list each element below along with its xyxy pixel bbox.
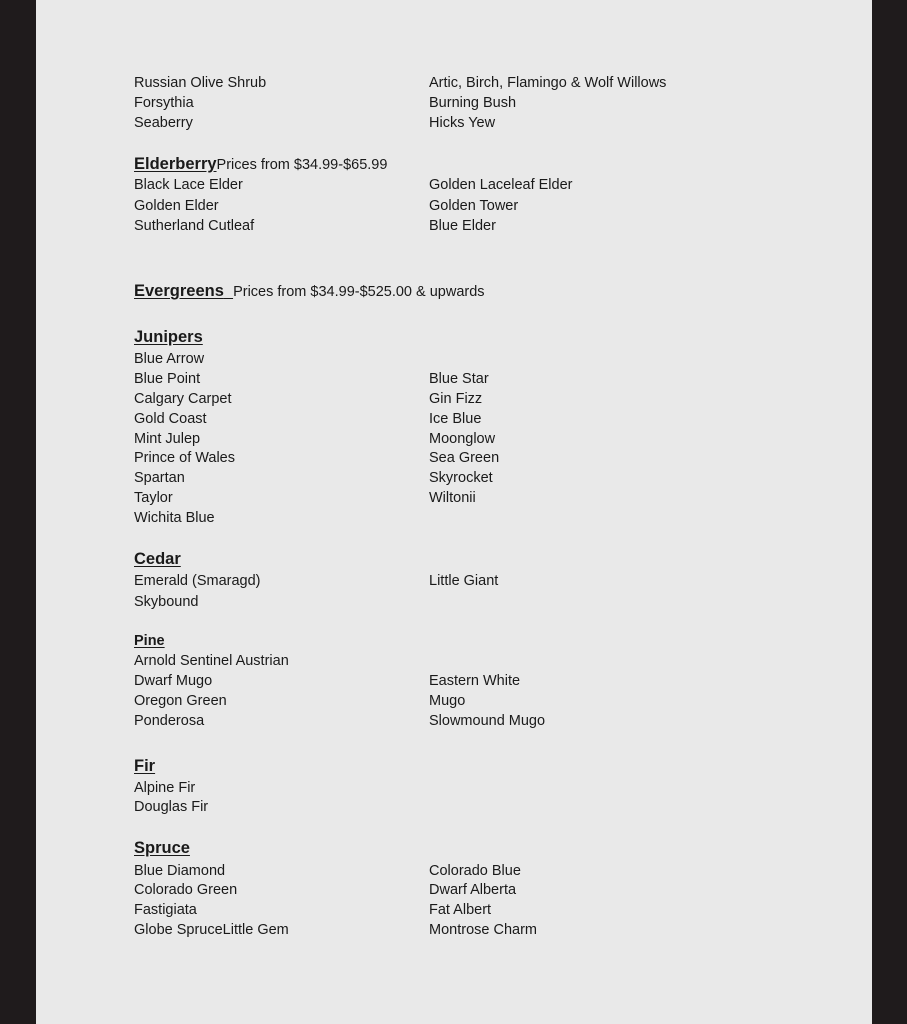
- list-item: Emerald (Smaragd): [134, 573, 261, 589]
- list-item: Calgary Carpet: [134, 391, 232, 407]
- section-heading: Fir: [134, 757, 156, 775]
- list-item: Moonglow: [429, 431, 496, 447]
- list-item: Montrose Charm: [429, 922, 537, 938]
- list-item: Forsythia: [134, 95, 194, 111]
- list-item: Golden Tower: [429, 198, 519, 214]
- section-heading: Elderberry: [134, 155, 217, 173]
- list-item: Wichita Blue: [134, 510, 215, 526]
- list-item: Artic, Birch, Flamingo & Wolf Willows: [429, 75, 667, 91]
- list-item: Fat Albert: [429, 902, 492, 918]
- list-item: Arnold Sentinel Austrian: [134, 653, 289, 669]
- list-item: Golden Elder: [134, 198, 219, 214]
- section-heading: Junipers: [134, 328, 203, 346]
- list-item: Alpine Fir: [134, 780, 196, 796]
- section-heading: Pine: [134, 633, 165, 649]
- list-item: Blue Star: [429, 371, 489, 387]
- list-item: Gin Fizz: [429, 391, 483, 407]
- list-item: Spartan: [134, 470, 185, 486]
- list-item: Little Giant: [429, 573, 499, 589]
- list-item: Colorado Blue: [429, 863, 521, 879]
- list-item: Ponderosa: [134, 713, 205, 729]
- list-item: Blue Point: [134, 371, 201, 387]
- list-item: Eastern White: [429, 673, 521, 689]
- list-item: Russian Olive Shrub: [134, 75, 267, 91]
- list-item: Hicks Yew: [429, 115, 496, 131]
- list-item: Seaberry: [134, 115, 193, 131]
- section-elderberry-header: [134, 155, 387, 174]
- list-item: Fastigiata: [134, 902, 197, 918]
- list-item: Dwarf Alberta: [429, 882, 517, 898]
- list-item: Globe SpruceLittle Gem: [134, 922, 289, 938]
- list-item: Blue Diamond: [134, 863, 226, 879]
- list-item: Skyrocket: [429, 470, 493, 486]
- list-item: Colorado Green: [134, 882, 238, 898]
- list-item: Blue Arrow: [134, 351, 205, 367]
- document-page: [36, 0, 872, 1024]
- section-heading: Evergreens: [134, 282, 224, 300]
- price-range: Prices from $34.99-$525.00 & upwards: [233, 284, 485, 300]
- price-range: Prices from $34.99-$65.99: [216, 157, 388, 173]
- list-item: Prince of Wales: [134, 450, 235, 466]
- list-item: Gold Coast: [134, 411, 207, 427]
- section-heading: Cedar: [134, 550, 181, 568]
- list-item: Golden Laceleaf Elder: [429, 177, 573, 193]
- list-item: Sea Green: [429, 450, 500, 466]
- list-item: Ice Blue: [429, 411, 482, 427]
- list-item: Mint Julep: [134, 431, 201, 447]
- section-evergreens-header: [134, 282, 485, 301]
- list-item: Slowmound Mugo: [429, 713, 546, 729]
- list-item: Dwarf Mugo: [134, 673, 213, 689]
- list-item: Taylor: [134, 490, 173, 506]
- list-item: Black Lace Elder: [134, 177, 243, 193]
- list-item: Douglas Fir: [134, 799, 209, 815]
- list-item: Mugo: [429, 693, 466, 709]
- list-item: Oregon Green: [134, 693, 227, 709]
- list-item: Skybound: [134, 594, 199, 610]
- list-item: Blue Elder: [429, 218, 496, 234]
- list-item: Burning Bush: [429, 95, 517, 111]
- section-heading: Spruce: [134, 839, 190, 857]
- list-item: Sutherland Cutleaf: [134, 218, 255, 234]
- list-item: Wiltonii: [429, 490, 476, 506]
